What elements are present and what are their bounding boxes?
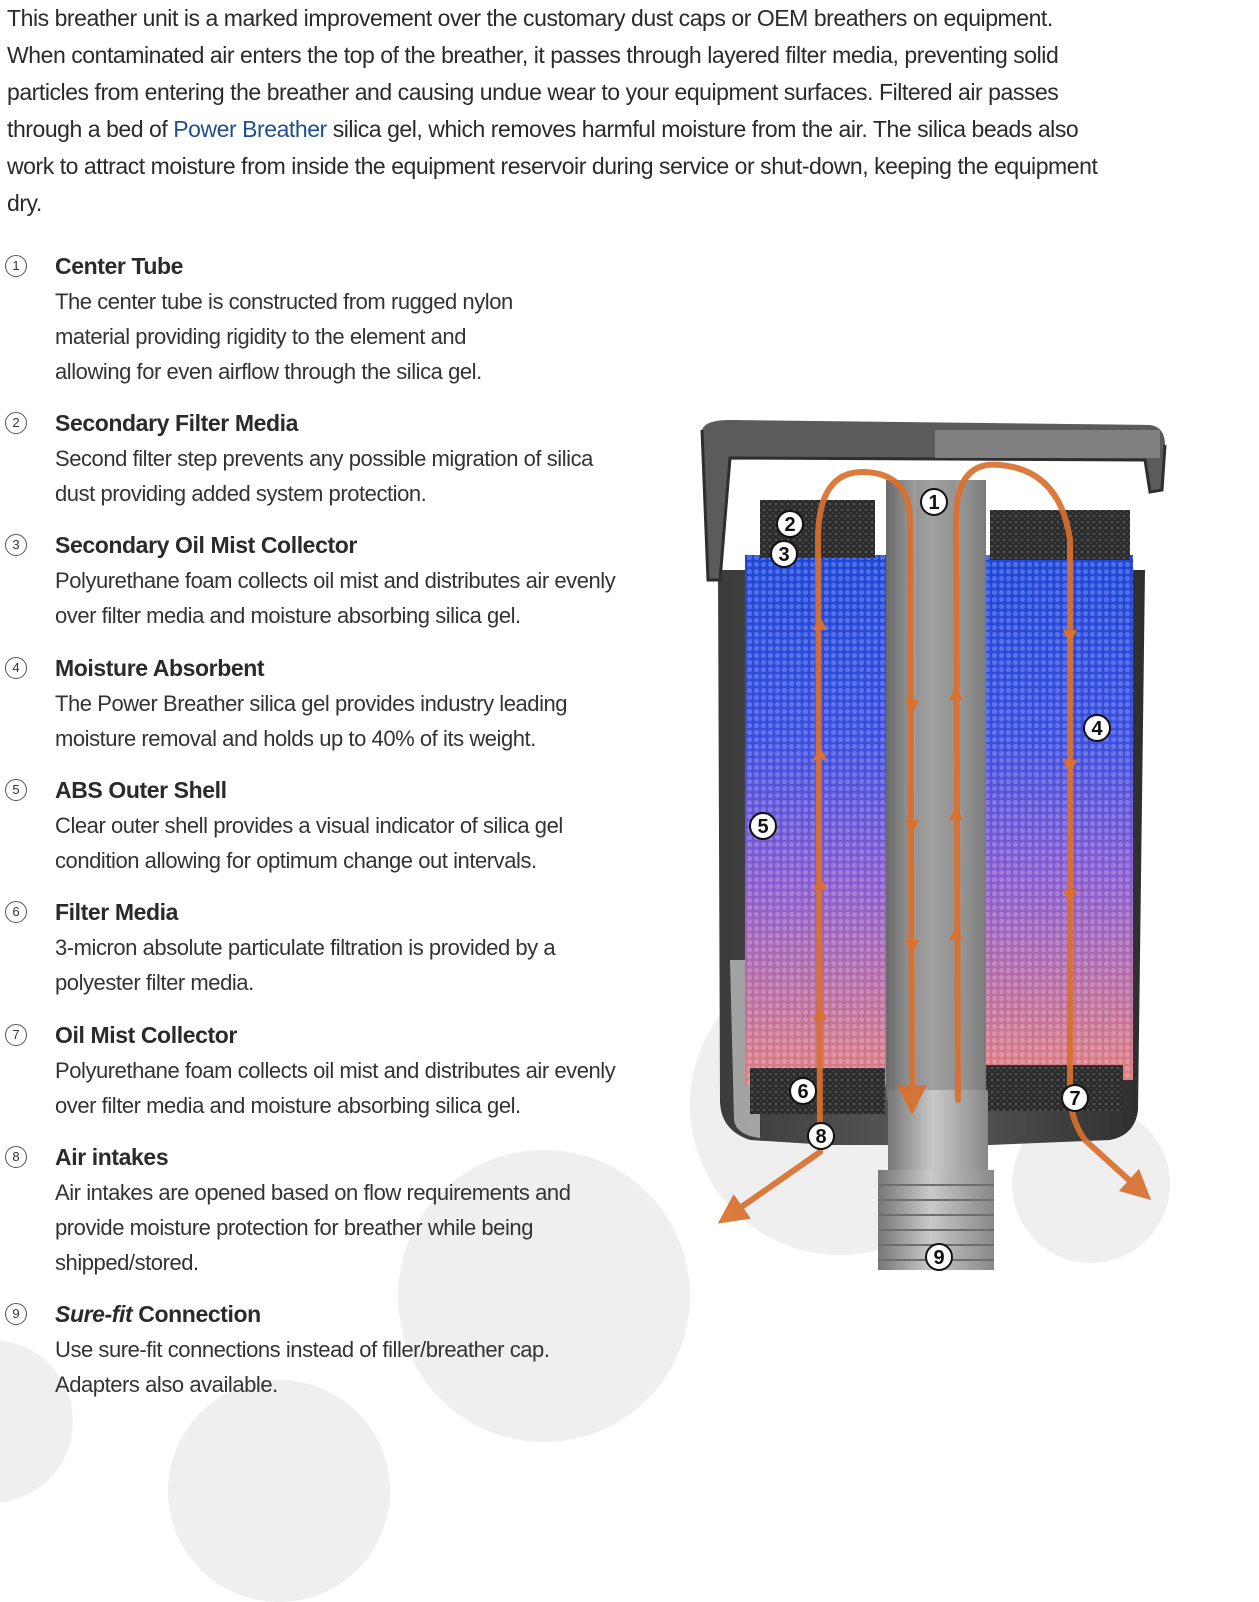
feature-title: Secondary Filter Media bbox=[55, 410, 298, 436]
feature-title: Filter Media bbox=[55, 899, 179, 925]
feature-description: The Power Breather silica gel provides industry leading moisture removal and holds up to 40% of its weight. bbox=[55, 691, 568, 751]
svg-text:2: 2 bbox=[784, 514, 796, 536]
feature-description: The center tube is constructed from rugged nylon material providing rigidity to the element and allowing for even airflow through the silica gel. bbox=[55, 289, 513, 384]
feature-title: Secondary Oil Mist Collector bbox=[55, 532, 357, 558]
feature-description: Second filter step prevents any possible migration of silica dust providing added system protection. bbox=[55, 446, 593, 506]
svg-text:6: 6 bbox=[797, 1081, 809, 1103]
power-breather-link[interactable]: Power Breather bbox=[173, 116, 327, 142]
svg-text:5: 5 bbox=[757, 816, 769, 838]
svg-text:7: 7 bbox=[1069, 1088, 1081, 1110]
bottom-foam-right bbox=[983, 1065, 1123, 1111]
svg-text:3: 3 bbox=[778, 544, 790, 566]
callout-1 bbox=[921, 489, 947, 515]
number-badge: 2 bbox=[5, 412, 27, 434]
number-badge: 9 bbox=[5, 1303, 27, 1325]
feature-title-italic: Sure-fit bbox=[55, 1301, 133, 1327]
callout-7 bbox=[1062, 1085, 1088, 1111]
secondary-foam-right bbox=[990, 510, 1130, 560]
feature-title: Center Tube bbox=[55, 253, 184, 279]
number-badge: 6 bbox=[5, 901, 27, 923]
feature-description: Polyurethane foam collects oil mist and distributes air evenly over filter media and moisture absorbing silica gel. bbox=[55, 1058, 616, 1118]
feature-title: ABS Outer Shell bbox=[55, 777, 227, 803]
feature-description: Polyurethane foam collects oil mist and distributes air evenly over filter media and moisture absorbing silica gel. bbox=[55, 568, 616, 628]
intro-text-end: silica gel, which removes harmful moisture from the air. The silica beads also work to attract moisture from inside the equipment reservoir during service or shut-down, keeping the equipment dry. bbox=[7, 116, 1098, 216]
svg-text:4: 4 bbox=[1091, 718, 1103, 740]
callout-8 bbox=[808, 1123, 834, 1149]
callout-2 bbox=[777, 511, 803, 537]
number-badge: 4 bbox=[5, 657, 27, 679]
feature-description: Clear outer shell provides a visual indicator of silica gel condition allowing for optimum change out intervals. bbox=[55, 813, 563, 873]
svg-text:8: 8 bbox=[815, 1126, 827, 1148]
fitting-body bbox=[888, 1090, 988, 1180]
feature-description: Use sure-fit connections instead of filler/breather cap. Adapters also available. bbox=[55, 1337, 550, 1397]
feature-title: Oil Mist Collector bbox=[55, 1022, 237, 1048]
feature-description: Air intakes are opened based on flow requirements and provide moisture protection for breather while being shipped/stored. bbox=[55, 1180, 571, 1275]
feature-description: 3-micron absolute particulate filtration is provided by a polyester filter media. bbox=[55, 935, 556, 995]
number-badge: 8 bbox=[5, 1146, 27, 1168]
feature-title bbox=[55, 1298, 261, 1330]
callout-3 bbox=[771, 541, 797, 567]
intro-text: This breather unit is a marked improvement over the customary dust caps or OEM breathers on equipment. When contaminated air enters the top of the breather, it passes through layered filter media, preventing solid particles from entering the breather and causing undue wear to your equipment surfaces. Filtered air passes through a bed of bbox=[7, 5, 1059, 142]
feature-title: Moisture Absorbent bbox=[55, 655, 265, 681]
intro-paragraph bbox=[7, 0, 1117, 222]
number-badge: 1 bbox=[5, 255, 27, 277]
number-badge: 3 bbox=[5, 534, 27, 556]
number-badge: 7 bbox=[5, 1024, 27, 1046]
feature-title-rest: Connection bbox=[132, 1301, 261, 1327]
callout-9 bbox=[926, 1244, 952, 1270]
callout-6 bbox=[790, 1078, 816, 1104]
svg-text:1: 1 bbox=[928, 492, 940, 514]
callout-5 bbox=[750, 813, 776, 839]
feature-title: Air intakes bbox=[55, 1144, 169, 1170]
svg-text:9: 9 bbox=[933, 1247, 945, 1269]
background-circle bbox=[168, 1380, 390, 1602]
breather-cutaway-illustration bbox=[690, 400, 1190, 1300]
number-badge: 5 bbox=[5, 779, 27, 801]
callout-4 bbox=[1084, 715, 1110, 741]
